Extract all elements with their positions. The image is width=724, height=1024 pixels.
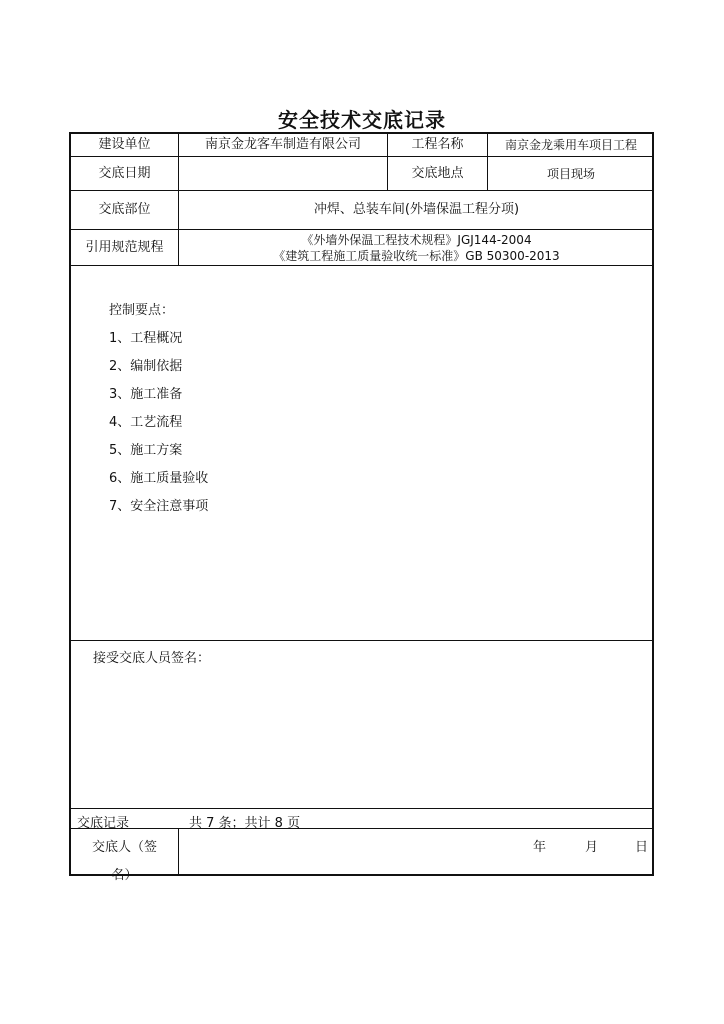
control-heading: 控制要点： [109, 303, 175, 318]
list-item: 7、安全注意事项 [109, 499, 209, 514]
row-divider [71, 828, 652, 829]
row-divider [71, 640, 652, 641]
project-name-label: 工程名称 [411, 137, 464, 152]
sign-year: 年 [533, 840, 547, 855]
list-item: 5、施工方案 [109, 443, 183, 458]
build-unit-label: 建设单位 [98, 137, 151, 152]
row-divider [71, 808, 652, 809]
page-title: 安全技术交底记录 [278, 108, 446, 132]
receiver-signature-label: 接受交底人员签名： [93, 651, 211, 666]
sign-day: 日 [635, 840, 649, 855]
list-item: 6、施工质量验收 [109, 471, 209, 486]
sign-month: 月 [585, 840, 599, 855]
date-value [179, 157, 387, 190]
list-item: 3、施工准备 [109, 387, 183, 402]
spec-line: 《外墙外保温工程技术规程》JGJ144-2004 [301, 233, 532, 247]
list-item: 2、编制依据 [109, 359, 183, 374]
signer-label: 名） [111, 868, 138, 883]
column-divider [178, 828, 179, 874]
record-label: 交底记录 [77, 816, 130, 831]
list-item: 4、工艺流程 [109, 415, 183, 430]
spec-label: 引用规范规程 [85, 239, 164, 255]
part-label: 交底部位 [98, 202, 151, 217]
signer-label: 交底人（签 [91, 840, 157, 855]
row-divider [71, 265, 652, 266]
record-summary: 共 7 条；共计 8 页 [189, 816, 301, 831]
project-name-value: 南京金龙乘用车项目工程 [504, 138, 637, 152]
disclosure-form [69, 132, 654, 883]
spec-line: 《建筑工程施工质量验收统一标准》GB 50300-2013 [273, 249, 560, 263]
date-label: 交底日期 [98, 165, 151, 181]
location-label: 交底地点 [411, 165, 464, 181]
part-value: 冲焊、总装车间(外墙保温工程分项) [313, 202, 520, 217]
list-item: 1、工程概况 [109, 331, 183, 346]
location-value: 项目现场 [546, 166, 595, 181]
build-unit-value: 南京金龙客车制造有限公司 [204, 137, 361, 152]
